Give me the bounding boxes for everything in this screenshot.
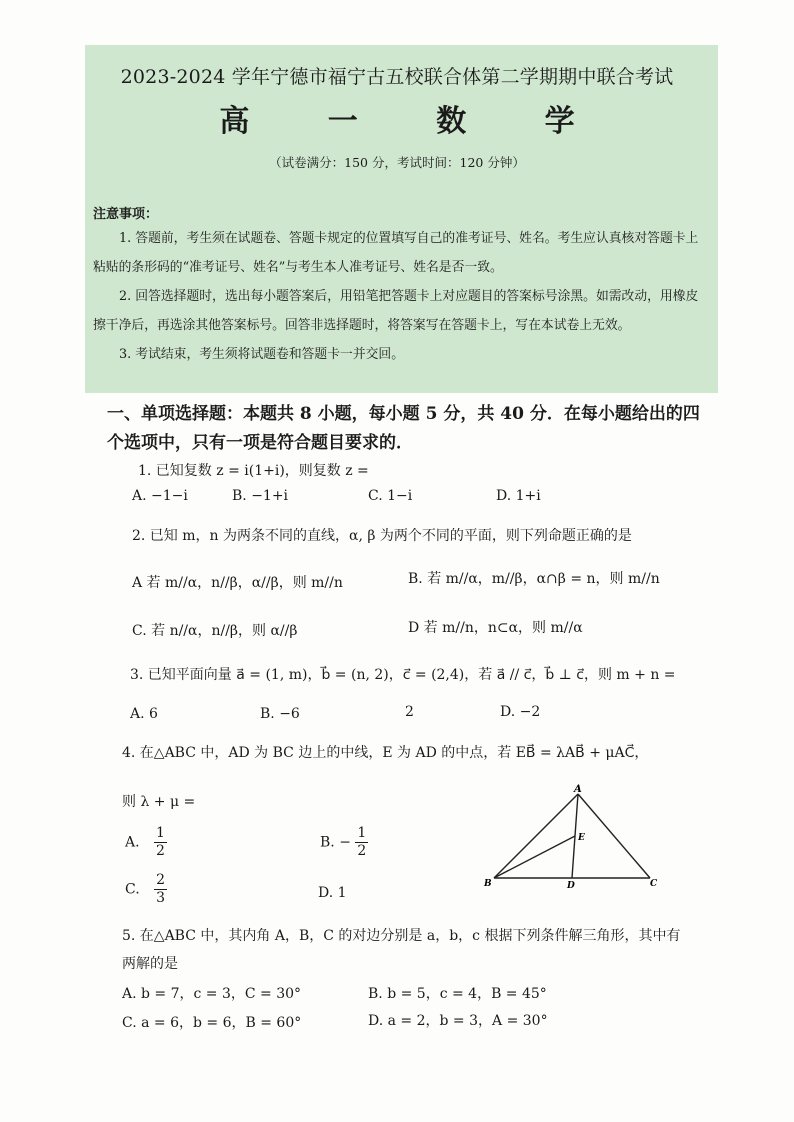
label-c: C	[650, 879, 658, 889]
q4-option-c-fraction	[154, 872, 167, 907]
q1-option-b: B. −1+i	[232, 488, 289, 504]
q3-stem: 3. 已知平面向量 a⃗ = (1, m)，b⃗ = (n, 2)，c⃗ = (2,4)，若 a⃗ // c⃗，b⃗ ⊥ c⃗，则 m + n =	[130, 667, 676, 683]
edge-ac	[578, 794, 650, 878]
q4-option-b-label: B. −	[320, 834, 351, 851]
q4-option-c-numerator: 2	[156, 872, 166, 888]
exam-info: （试卷满分：150 分，考试时间：120 分钟）	[269, 155, 525, 170]
q1-option-a: A. −1−i	[132, 488, 188, 504]
q2-option-c: C. 若 n//α，n//β，则 α//β	[132, 623, 298, 639]
q1-option-c: C. 1−i	[368, 488, 413, 504]
q4-option-a-denominator: 2	[156, 843, 165, 859]
q4-option-a-numerator: 1	[156, 825, 165, 841]
q2-option-b: B. 若 m//α，m//β，α∩β = n，则 m//n	[408, 571, 660, 587]
note-2: 2. 回答选择题时，选出每小题答案后，用铅笔把答题卡上对应题目的答案标号涂黑。如需改动，用橡皮擦干净后，再选涂其他答案标号。回答非选择题时，将答案写在答题卡上，写在本试卷上无效。	[93, 289, 699, 333]
q4-stem-2: 则 λ + μ =	[122, 794, 196, 810]
q3-option-c: 2	[405, 704, 414, 720]
label-b: B	[484, 879, 492, 889]
q4-option-d: D. 1	[318, 885, 347, 901]
q4-option-a	[125, 825, 167, 860]
label-e: E	[578, 833, 585, 843]
q4-option-b	[320, 825, 368, 860]
exam-title: 2023-2024 学年宁德市福宁古五校联合体第二学期期中联合考试	[120, 66, 674, 88]
q1-option-d: D. 1+i	[496, 488, 541, 504]
segment-eb	[494, 836, 575, 878]
q4-option-b-numerator: 1	[357, 825, 367, 841]
q3-option-a: A. 6	[130, 706, 158, 722]
label-d: D	[567, 881, 575, 891]
q4-triangle-figure	[478, 782, 668, 892]
q5-option-b: B. b = 5，c = 4，B = 45°	[368, 986, 547, 1002]
note-1: 1. 答题前，考生须在试题卷、答题卡规定的位置填写自己的准考证号、姓名。考生应认真核对答题卡上粘贴的条形码的“准考证号、姓名”与考生本人准考证号、姓名是否一致。	[93, 231, 699, 275]
q4-option-b-denominator: 2	[357, 843, 367, 859]
q4-option-c	[125, 872, 167, 907]
q5-option-c: C. a = 6，b = 6，B = 60°	[122, 1015, 302, 1031]
q4-stem: 4. 在△ABC 中，AD 为 BC 边上的中线，E 为 AD 的中点，若 EB⃗ = λAB⃗ + μAC⃗，	[122, 745, 649, 761]
q2-option-d: D 若 m//n，n⊂α，则 m//α	[408, 620, 583, 636]
q4-option-c-denominator: 3	[156, 890, 166, 906]
note-3: 3. 考试结束，考生须将试题卷和答题卡一并交回。	[119, 347, 405, 362]
q4-option-a-label: A.	[125, 834, 140, 851]
q3-option-b: B. −6	[260, 706, 300, 722]
q4-option-b-fraction	[355, 825, 368, 860]
subject-title: 高 一 数 学	[219, 104, 609, 139]
q5-stem: 5. 在△ABC 中，其内角 A，B，C 的对边分别是 a，b，c 根据下列条件解三角形，其中有两解的是	[122, 928, 681, 972]
label-a: A	[574, 784, 582, 795]
q5-option-d: D. a = 2，b = 3，A = 30°	[368, 1013, 548, 1029]
q1-stem: 1. 已知复数 z = i(1+i)，则复数 z =	[138, 463, 369, 479]
q3-option-d: D. −2	[500, 704, 541, 720]
section-1-title: 一、单项选择题：本题共 8 小题，每小题 5 分，共 40 分．在每小题给出的四个选项中，只有一项是符合题目要求的．	[107, 404, 700, 453]
q2-option-a: A 若 m//α，n//β，α//β，则 m//n	[132, 575, 343, 591]
q4-option-a-fraction	[154, 825, 167, 860]
q4-option-c-label: C.	[125, 881, 140, 898]
notes-title: 注意事项：	[93, 207, 159, 222]
q2-stem: 2. 已知 m，n 为两条不同的直线，α, β 为两个不同的平面，则下列命题正确的是	[132, 528, 632, 544]
q5-option-a: A. b = 7，c = 3，C = 30°	[122, 986, 302, 1002]
edge-ab	[494, 794, 578, 878]
